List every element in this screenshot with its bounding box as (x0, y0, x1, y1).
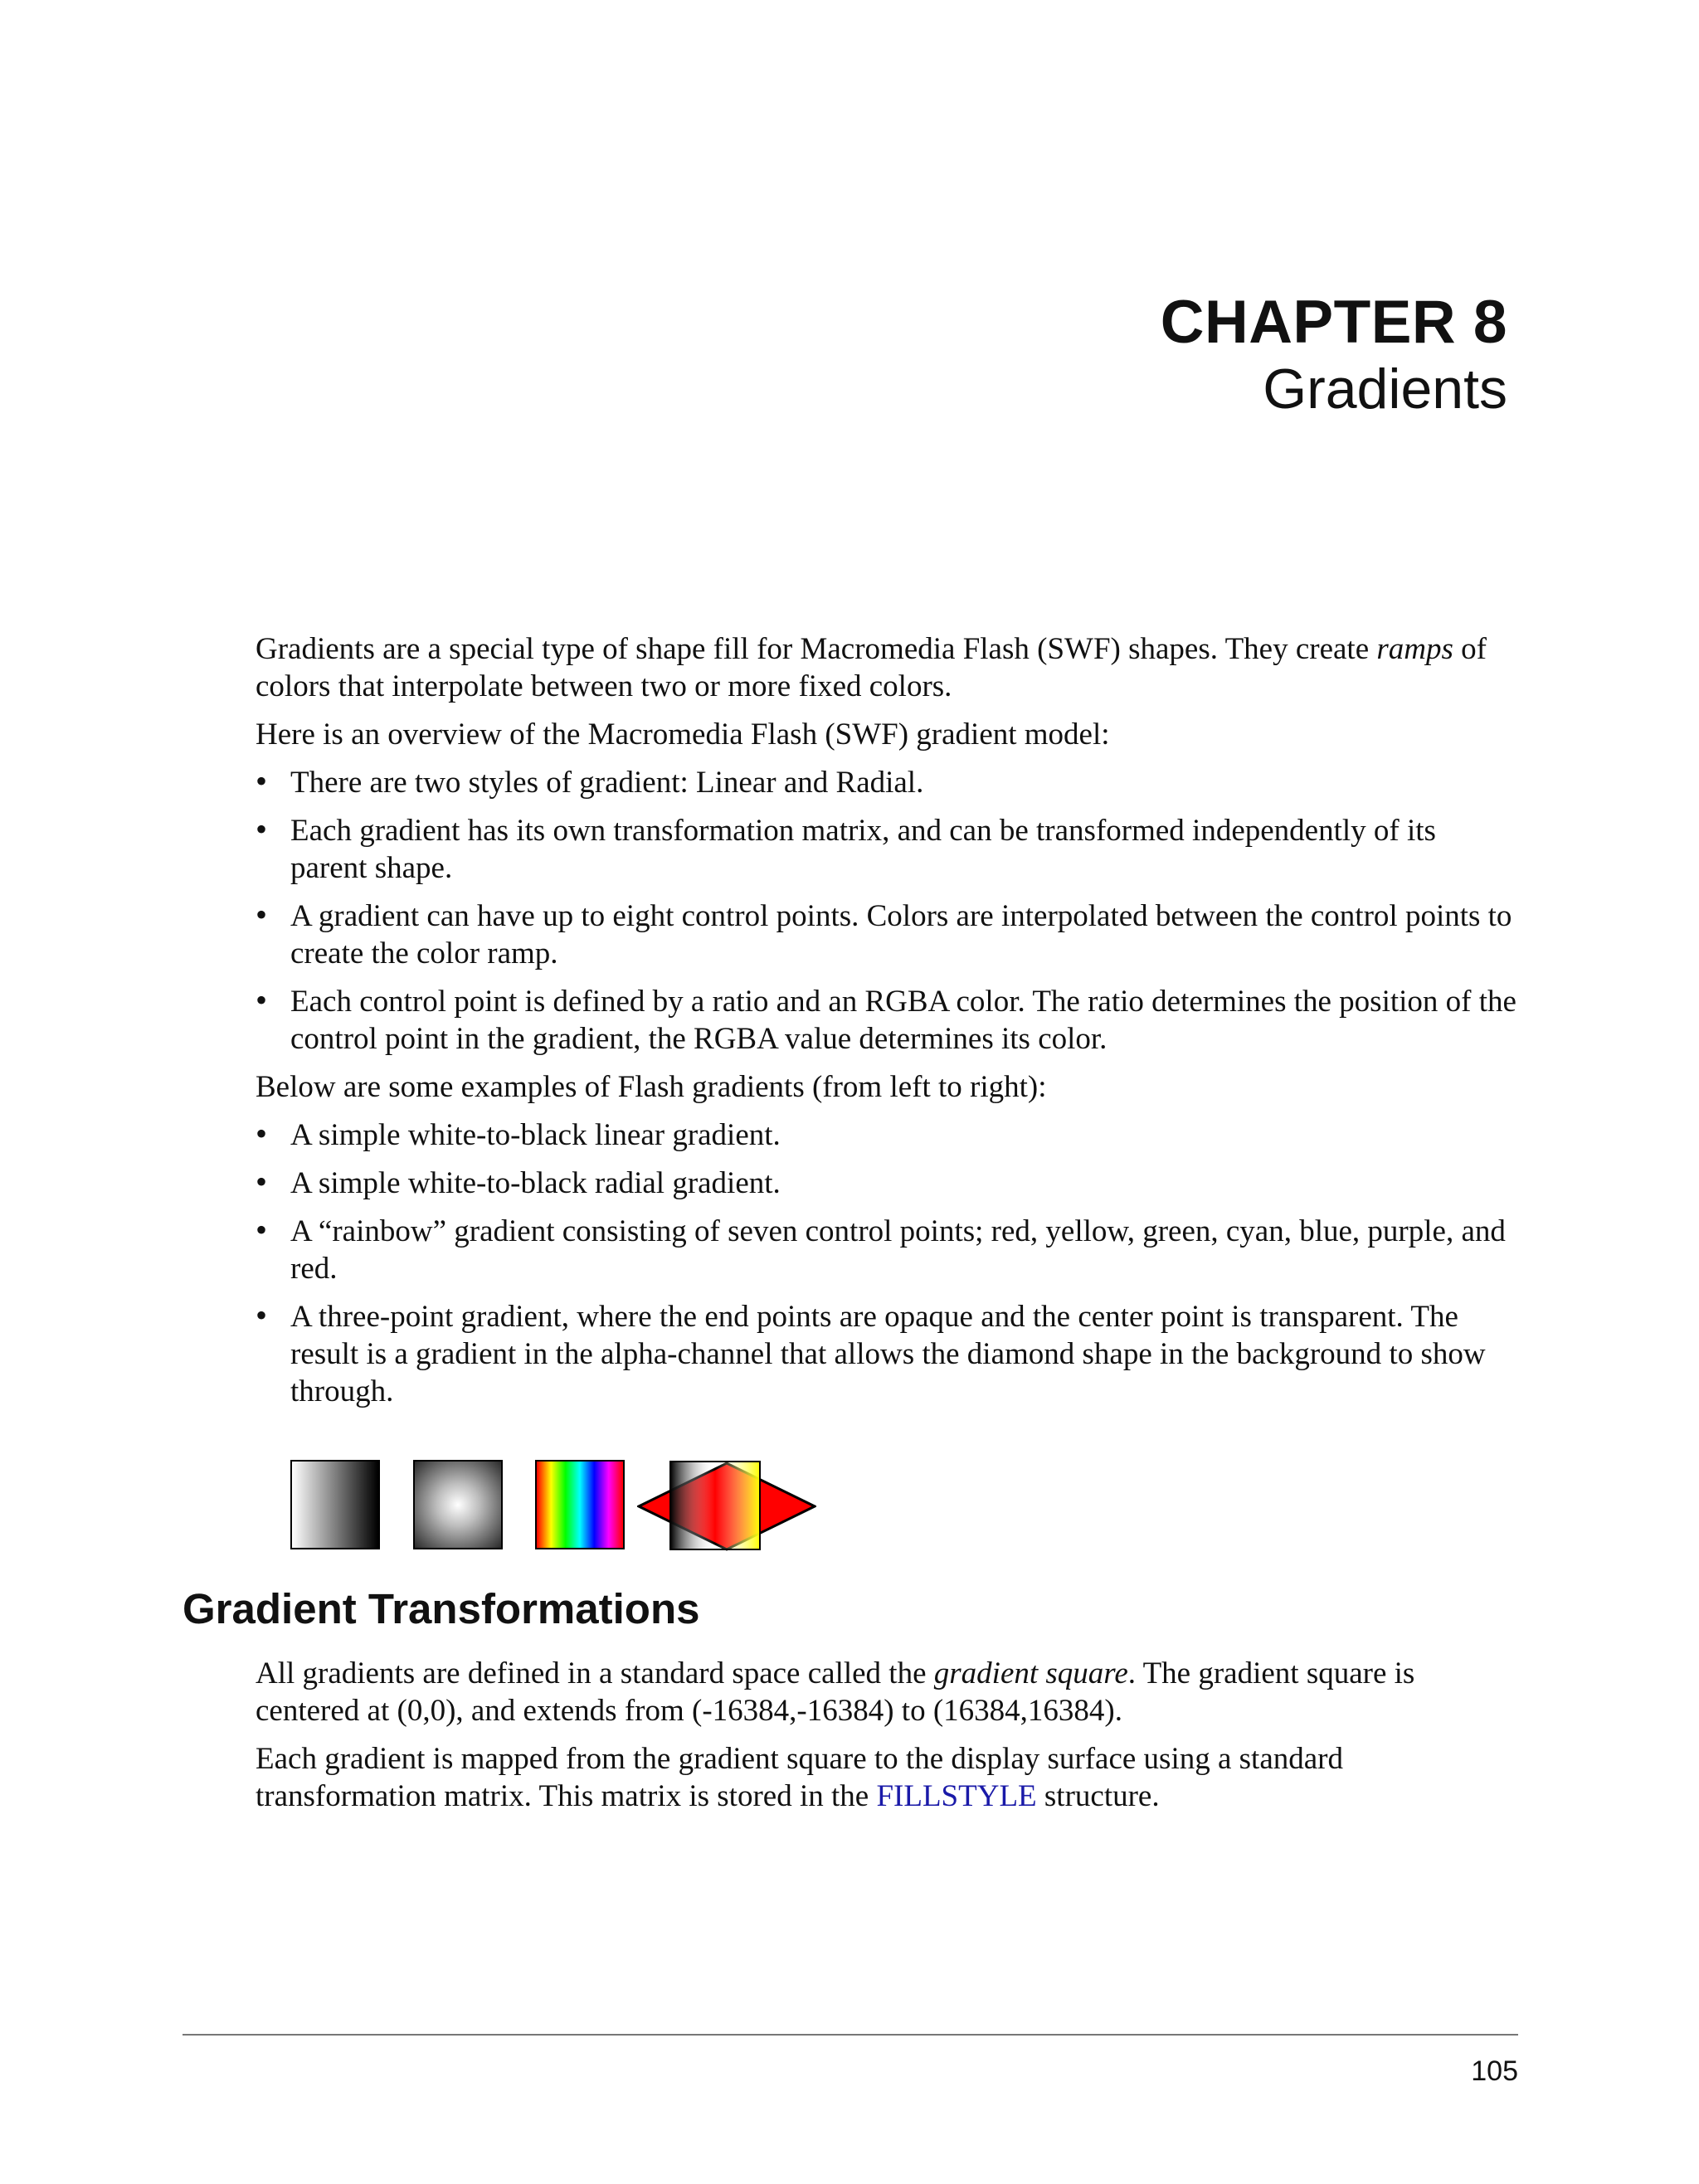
list-item: • A simple white-to-black linear gradient. (256, 1116, 1516, 1154)
intro-p1-text: Gradients are a special type of shape fill for Macromedia Flash (SWF) shapes. They create (256, 632, 1377, 666)
alpha-gradient-figure (637, 1460, 816, 1553)
examples-list (256, 1116, 1516, 1410)
intro-p1-emphasis: ramps (1376, 632, 1453, 666)
section-p1-text-end: . The gradient square is centered at (0,0), and extends from (-16384,-16384) to (16384,16384). (256, 1656, 1415, 1728)
section-heading: Gradient Transformations (183, 1585, 700, 1632)
intro-p1-text-end: of colors that interpolate between two or more fixed colors. (256, 632, 1487, 703)
intro-body (256, 630, 1516, 1410)
gradient-examples-figure (290, 1460, 821, 1553)
overview-list (256, 764, 1516, 1058)
list-item: • Each control point is defined by a ratio and an RGBA color. The ratio determines the position of the control point in the gradient, the RGBA value determines its color. (256, 983, 1516, 1058)
list-item: • A three-point gradient, where the end points are opaque and the center point is transparent. The result is a gradient in the alpha-channel that allows the diamond shape in the background to show through. (256, 1298, 1516, 1410)
list-item: • A gradient can have up to eight control points. Colors are interpolated between the control points to create the color ramp. (256, 897, 1516, 972)
chapter-title: Gradients (1263, 358, 1507, 421)
fillstyle-link[interactable]: FILLSTYLE (876, 1779, 1037, 1813)
section-p2-text-end: structure. (1036, 1779, 1160, 1813)
section-paragraph-2 (256, 1740, 1516, 1815)
list-item: • A simple white-to-black radial gradient. (256, 1165, 1516, 1202)
alpha-gradient-square (670, 1462, 760, 1549)
chapter-label: CHAPTER 8 (1160, 289, 1507, 356)
footer-divider (183, 2034, 1518, 2036)
section-p1-text: All gradients are defined in a standard space called the (256, 1656, 934, 1690)
chapter-header (1161, 289, 1507, 421)
section-body (256, 1655, 1516, 1815)
radial-gradient-swatch (413, 1460, 503, 1549)
page-number: 105 (1471, 2055, 1518, 2087)
intro-paragraph-1 (256, 630, 1516, 705)
list-item: • Each gradient has its own transformation matrix, and can be transformed independently of its parent shape. (256, 812, 1516, 887)
list-item: • There are two styles of gradient: Linear and Radial. (256, 764, 1516, 801)
linear-gradient-swatch (290, 1460, 380, 1549)
section-p1-emphasis: gradient square (933, 1656, 1128, 1690)
section-p2-text: Each gradient is mapped from the gradient square to the display surface using a standard transformation matrix. This matrix is stored in the (256, 1742, 1344, 1813)
intro-paragraph-2: Here is an overview of the Macromedia Flash (SWF) gradient model: (256, 717, 1110, 752)
list-item: • A “rainbow” gradient consisting of seven control points; red, yellow, green, cyan, blue, purple, and red. (256, 1213, 1516, 1287)
rainbow-gradient-swatch (535, 1460, 625, 1549)
intro-paragraph-3: Below are some examples of Flash gradients (from left to right): (256, 1070, 1047, 1104)
section-paragraph-1 (256, 1655, 1516, 1729)
